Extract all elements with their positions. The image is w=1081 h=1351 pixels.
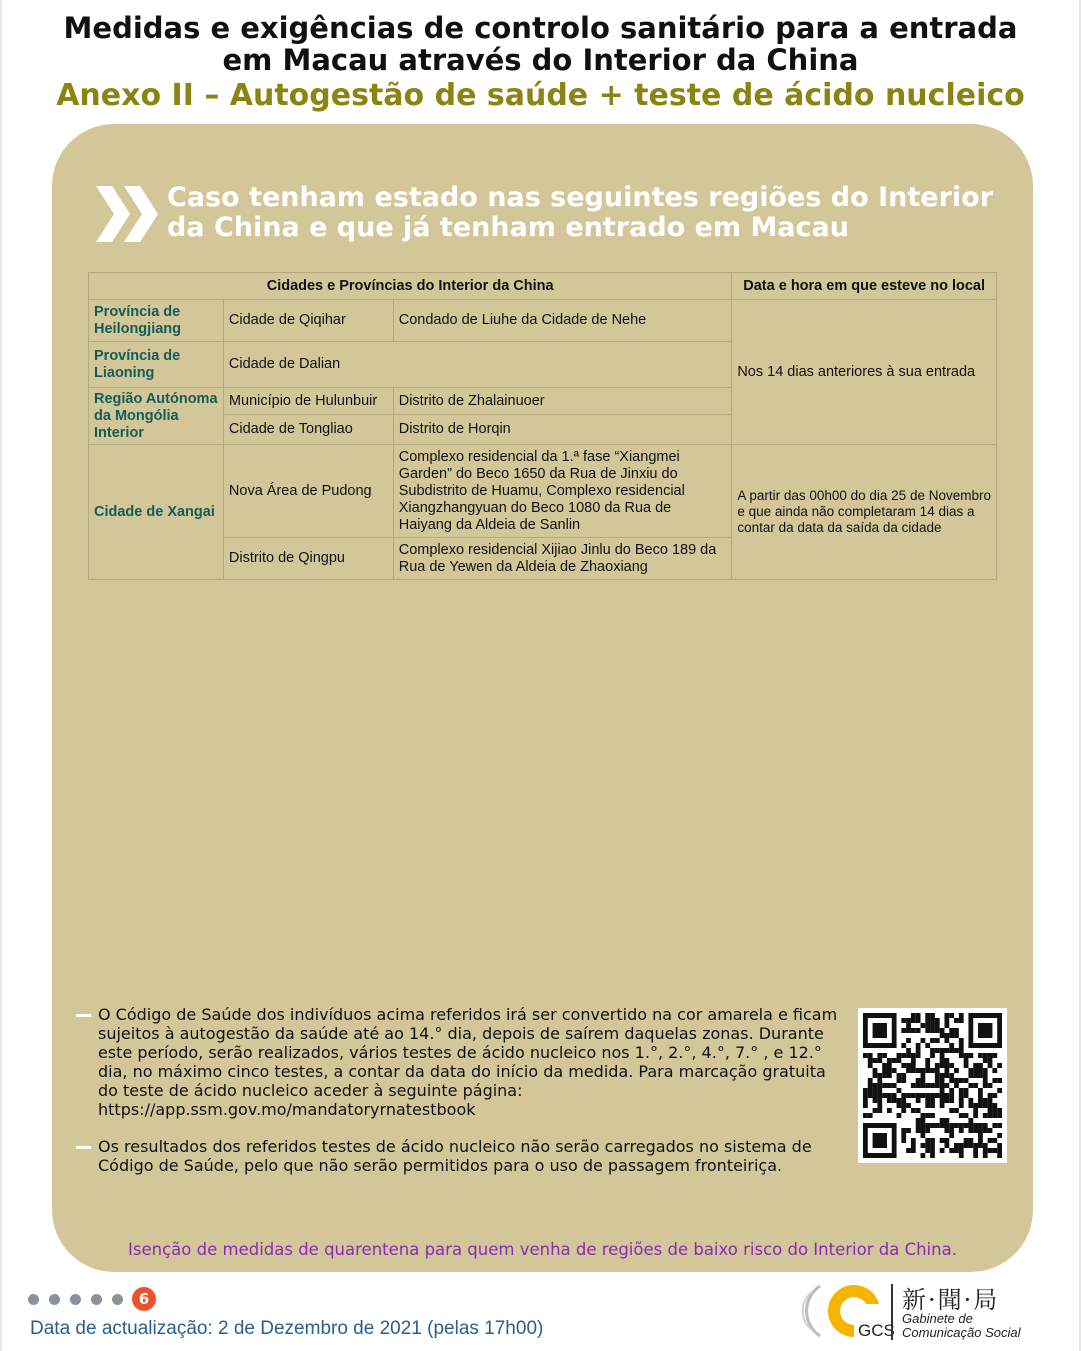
logo-chinese-text: 新·聞·局 [902, 1286, 1000, 1314]
table-row [89, 445, 997, 538]
province-cell: Província de Liaoning [89, 342, 224, 388]
city-cell: Município de Hulunbuir [223, 388, 393, 415]
gcs-logo-icon [798, 1278, 896, 1344]
city-cell: Nova Área de Pudong [223, 445, 393, 538]
footer-note: Isenção de medidas de quarentena para quem venha de regiões de baixo risco do Interior da China. [128, 1240, 957, 1259]
city-cell: Cidade de Tongliao [223, 415, 393, 445]
section-heading: Caso tenham estado nas seguintes regiões do Interior da China e que já tenham entrado em Macau [167, 182, 994, 243]
page-dot[interactable] [28, 1294, 39, 1305]
table-row [89, 300, 997, 342]
svg-text:GCS: GCS [858, 1321, 895, 1340]
page-dot[interactable] [112, 1294, 123, 1305]
logo-portuguese-text: Gabinete de Comunicação Social [902, 1311, 1021, 1340]
dash-icon [76, 1014, 91, 1017]
province-cell: Região Autónoma da Mongólia Interior [89, 388, 224, 445]
booking-link[interactable]: https://app.ssm.gov.mo/mandatoryrnatestbook [98, 1100, 476, 1119]
table-header-row [89, 273, 997, 300]
page-subtitle: Anexo II – Autogestão de saúde + teste de ácido nucleico [56, 78, 1025, 113]
area-cell: Distrito de Horqin [393, 415, 732, 445]
area-cell: Complexo residencial da 1.ª fase “Xiangmei Garden” do Beco 1650 da Rua de Jinxiu do Subdistrito de Huamu, Complexo residencial Xiangzhangyuan do Beco 1080 da Rua de Haiyang da Aldeia de Sanlin [393, 445, 732, 538]
city-cell: Distrito de Qingpu [223, 538, 393, 580]
province-cell: Cidade de Xangai [89, 445, 224, 580]
info-list [76, 1005, 846, 1185]
header-date: Data e hora em que esteve no local [732, 273, 997, 300]
page-dot[interactable] [49, 1294, 60, 1305]
update-date: Data de actualização: 2 de Dezembro de 2021 (pelas 17h00) [30, 1318, 544, 1339]
qr-code-icon [863, 1013, 1002, 1158]
area-cell: Complexo residencial Xijiao Jinlu do Beco 189 da Rua de Yewen da Aldeia de Zhaoxiang [393, 538, 732, 580]
qr-code[interactable] [858, 1008, 1007, 1163]
current-page-badge[interactable]: 6 [132, 1287, 156, 1311]
dash-icon [76, 1146, 91, 1149]
area-cell: Condado de Liuhe da Cidade de Nehe [393, 300, 732, 342]
date-cell: A partir das 00h00 do dia 25 de Novembro e que ainda não completaram 14 dias a contar da data da saída da cidade [732, 445, 997, 580]
double-chevron-icon [96, 186, 160, 242]
list-item: O Código de Saúde dos indivíduos acima referidos irá ser convertido na cor amarela e ficam sujeitos à autogestão da saúde até ao 14.° dia, depois de saírem daquelas zonas. Durante este período, serão realizados, vários testes de ácido nucleico nos 1.°, 2.°, 4.°, 7.° , e 12.° dia, no máximo cinco testes, a contar da data do início da medida. Para marcação gratuita do teste de ácido nucleico aceder à seguinte página: https://app.ssm.gov.mo/mandatoryrnatestbook [76, 1005, 846, 1119]
regions-table [88, 272, 997, 580]
city-cell: Cidade de Qiqihar [223, 300, 393, 342]
list-item: Os resultados dos referidos testes de ácido nucleico não serão carregados no sistema de Código de Saúde, pelo que não serão permitidos para o uso de passagem fronteiriça. [76, 1137, 846, 1175]
page-title: Medidas e exigências de controlo sanitário para a entrada em Macau através do Interior da China [63, 11, 1018, 77]
page-dot[interactable] [70, 1294, 81, 1305]
date-cell: Nos 14 dias anteriores à sua entrada [732, 300, 997, 445]
province-cell: Província de Heilongjiang [89, 300, 224, 342]
gcs-logo [798, 1278, 1068, 1346]
city-cell: Cidade de Dalian [223, 342, 731, 388]
area-cell: Distrito de Zhalainuoer [393, 388, 732, 415]
page-dot[interactable] [91, 1294, 102, 1305]
header-cities: Cidades e Províncias do Interior da China [89, 273, 732, 300]
